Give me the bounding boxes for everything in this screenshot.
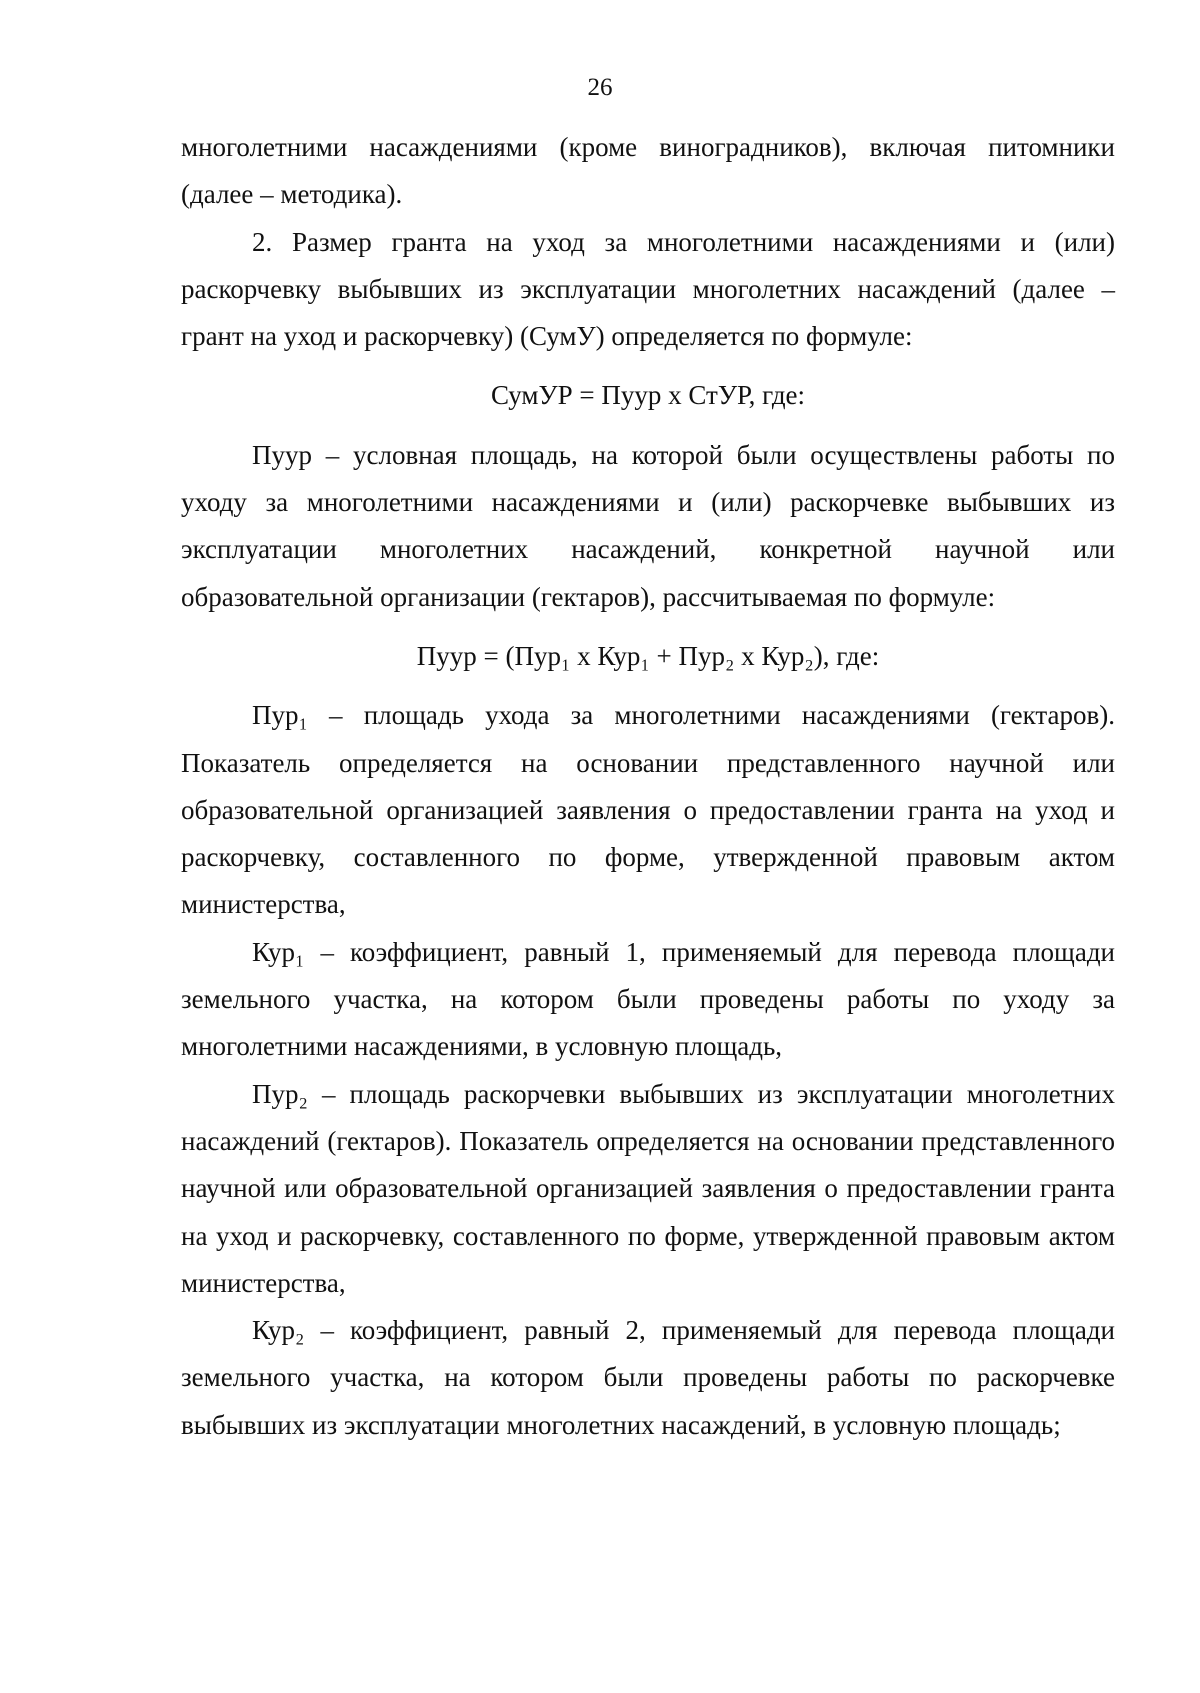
- paragraph-puur-definition: Пуур – условная площадь, на которой были осуществлены работы по уходу за многолетними насаждениями и (или) раскорчевке выбывших из эксплуатации многолетних насаждений, конкретной научной или образовательной организации (гектаров), рассчитываемая по формуле:: [181, 439, 1115, 612]
- formula-puur: Пуур = (Пур₁ х Кур₁ + Пур₂ х Кур₂), где:: [416, 640, 880, 671]
- paragraph-methodology-continuation: многолетними насаждениями (кроме виноградников), включая питомники (далее – методика).: [181, 132, 1115, 210]
- paragraph-kur1-definition: Кур₁ – коэффициент, равный 1, применяемый для перевода площади земельного участка, на котором были проведены работы по уходу за многолетними насаждениями, в условную площадь,: [181, 936, 1115, 1062]
- formula-sumur: СумУР = Пуур х СтУР, где:: [490, 380, 806, 411]
- paragraph-grant-size: 2. Размер гранта на уход за многолетними насаждениями и (или) раскорчевку выбывших из эксплуатации многолетних насаждений (далее – грант на уход и раскорчевку) (СумУ) определяется по формуле:: [181, 226, 1115, 352]
- paragraph-pur2-definition: Пур₂ – площадь раскорчевки выбывших из эксплуатации многолетних насаждений (гектаров). Показатель определяется на основании представленного научной или образовательной организацией заявления о предоставлении гранта на уход и раскорчевку, составленного по форме, утвержденной правовым актом министерства,: [181, 1078, 1115, 1298]
- document-body: [181, 124, 1115, 1449]
- paragraph-pur1-definition: Пур₁ – площадь ухода за многолетними насаждениями (гектаров). Показатель определяется на основании представленного научной или образовательной организацией заявления о предоставлении гранта на уход и раскорчевку, составленного по форме, утвержденной правовым актом министерства,: [181, 700, 1115, 920]
- paragraph-kur2-definition: Кур₂ – коэффициент, равный 2, применяемый для перевода площади земельного участка, на котором были проведены работы по раскорчевке выбывших из эксплуатации многолетних насаждений, в условную площадь;: [181, 1315, 1115, 1440]
- page-number: 26: [587, 74, 613, 101]
